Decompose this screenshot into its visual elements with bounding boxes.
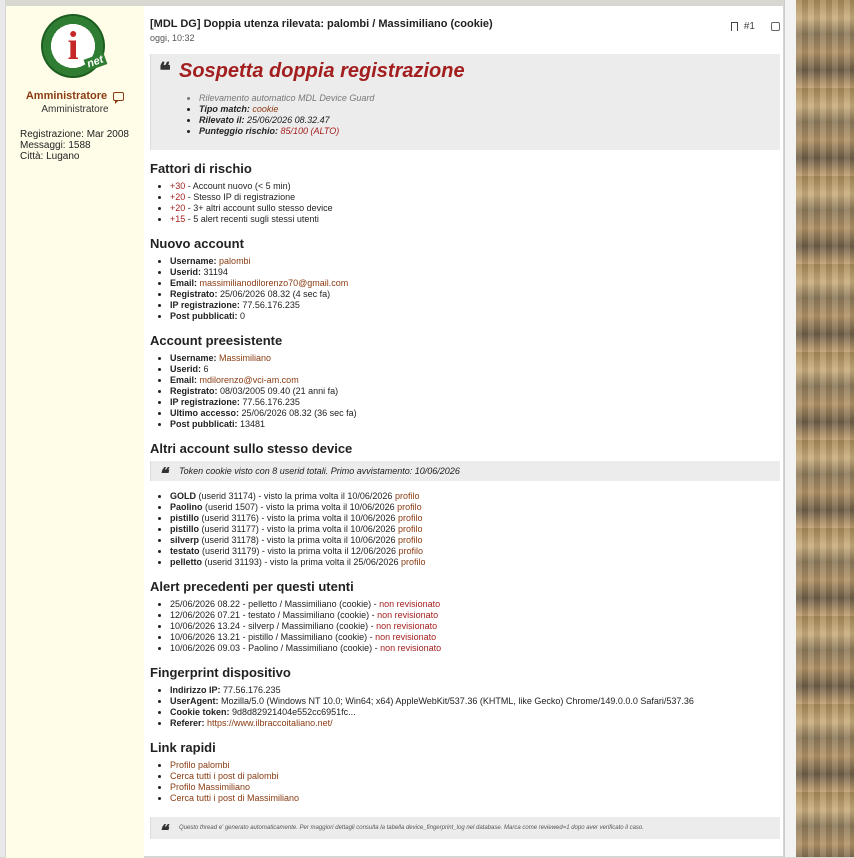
alert-item: • 12/06/2026 07.21 - testato / Massimiliano (cookie) - non revisionato [170,610,780,621]
profile-link[interactable]: profilo [398,546,423,556]
alert-item: • 25/06/2026 08.22 - pelletto / Massimiliano (cookie) - non revisionato [170,599,780,610]
author-messages: Messaggi: 1588 [20,140,91,151]
detection-quote [150,54,780,150]
fp-ip: • Indirizzo IP: 77.56.176.235 [170,685,780,696]
new-account-title: Nuovo account [150,236,244,251]
site-logo: i net [41,14,109,78]
alert-item: • 10/06/2026 13.21 - pistillo / Massimiliano (cookie) - non revisionato [170,632,780,643]
quote-icon: ❝ [159,466,168,483]
alerts-title: Alert precedenti per questi utenti [150,579,354,594]
risk-factor-item: • +20 - 3+ altri account sullo stesso device [170,203,780,214]
post-number[interactable]: #1 [743,21,755,32]
fingerprint-section [150,665,780,729]
device-title: Altri account sullo stesso device [150,441,353,456]
alert-status-link[interactable]: non revisionato [377,610,439,620]
quick-links-section [150,740,780,804]
alert-status-link[interactable]: non revisionato [380,643,442,653]
old-email-link[interactable]: mdilorenzo@vci-am.com [199,375,299,385]
author-city: Città: Lugano [20,151,80,162]
quick-link-profile-palombi[interactable]: Profilo palombi [170,760,230,770]
background-photo-strip [796,0,854,857]
new-username: • Username: palombi [170,256,780,267]
bookmark-icon[interactable] [731,22,738,31]
quote-icon: ❝ [159,58,171,83]
author-username[interactable]: Amministratore [25,90,108,102]
old-ip: • IP registrazione: 77.56.176.235 [170,397,780,408]
author-profile [6,6,144,858]
alert-item: • 10/06/2026 13.24 - silverp / Massimiliano (cookie) - non revisionato [170,621,780,632]
post-date: oggi, 10:32 [150,33,195,43]
new-username-link[interactable]: palombi [219,256,251,266]
referer-link[interactable]: https://www.ilbraccoitaliano.net/ [207,718,333,728]
device-section [150,441,780,568]
quick-link-item [170,771,780,782]
device-account-item: • GOLD (userid 31174) - visto la prima volta il 10/06/2026 profilo [170,491,780,502]
quick-link-posts-massimiliano[interactable]: Cerca tutti i post di Massimiliano [170,793,300,803]
quick-link-posts-palombi[interactable]: Cerca tutti i post di palombi [170,771,279,781]
risk-score-line: • Punteggio rischio: 85/100 (ALTO) [199,126,780,137]
device-account-item: • silverp (userid 31178) - visto la prima volta il 10/06/2026 profilo [170,535,780,546]
new-email: • Email: massimilianodilorenzo70@gmail.com [170,278,780,289]
old-account-section [150,333,780,430]
old-account-title: Account preesistente [150,333,283,348]
alerts-section [150,579,780,654]
fp-referer: • Referer: https://www.ilbraccoitaliano.net/ [170,718,780,729]
post-body [150,6,780,839]
risk-factor-item: • +15 - 5 alert recenti sugli stessi utenti [170,214,780,225]
chat-icon[interactable] [113,92,124,101]
detected-at-line: • Rilevato il: 25/06/2026 08.32.47 [199,115,780,126]
profile-link[interactable]: profilo [400,557,426,567]
new-account-section [150,236,780,322]
device-account-item: • pistillo (userid 31176) - visto la prima volta il 10/06/2026 profilo [170,513,780,524]
device-account-item: • testato (userid 31179) - visto la prima volta il 12/06/2026 profilo [170,546,780,557]
old-posts: • Post pubblicati: 13481 [170,419,780,430]
match-type-line: • Tipo match: cookie [199,104,780,115]
profile-link[interactable]: profilo [397,535,423,545]
device-account-item: • pistillo (userid 31177) - visto la prima volta il 10/06/2026 profilo [170,524,780,535]
post-select-checkbox[interactable] [771,22,780,31]
new-posts: • Post pubblicati: 0 [170,311,780,322]
device-account-item: • Paolino (userid 1507) - visto la prima volta il 10/06/2026 profilo [170,502,780,513]
old-username-link[interactable]: Massimiliano [219,353,272,363]
new-ip: • IP registrazione: 77.56.176.235 [170,300,780,311]
device-account-item: • pelletto (userid 31193) - visto la prima volta il 25/06/2026 profilo [170,557,780,568]
profile-link[interactable]: profilo [397,513,423,523]
device-note-quote: ❝ Token cookie visto con 8 userid totali. Primo avvistamento: 10/06/2026 [150,461,780,481]
alert-status-link[interactable]: non revisionato [379,599,441,609]
footer-note: Questo thread e' generato automaticamente. Per maggiori dettagli consulta la tabella device_fingerprint_log nel database. Marca come reviewed=1 dopo aver verificato il caso. [179,825,644,831]
author-rank: Amministratore [41,104,109,115]
quote-icon: ❝ [159,823,168,840]
risk-factors-section [150,161,780,225]
profile-link[interactable]: profilo [397,502,422,512]
author-name-row [6,90,144,102]
auto-detection-line: • Rilevamento automatico MDL Device Guard [199,93,780,104]
old-userid: • Userid: 6 [170,364,780,375]
profile-link[interactable]: profilo [394,491,420,501]
author-stats [20,129,144,162]
fp-cookie-token: • Cookie token: 9d8d82921404e552cc6951fc... [170,707,780,718]
fingerprint-title: Fingerprint dispositivo [150,665,291,680]
alert-status-link[interactable]: non revisionato [375,632,437,642]
quick-link-item [170,760,780,771]
old-email: • Email: mdilorenzo@vci-am.com [170,375,780,386]
new-userid: • Userid: 31194 [170,267,780,278]
alert-item: • 10/06/2026 09.03 - Paolino / Massimiliano (cookie) - non revisionato [170,643,780,654]
quick-link-item [170,782,780,793]
fp-useragent: • UserAgent: Mozilla/5.0 (Windows NT 10.0; Win64; x64) AppleWebKit/537.36 (KHTML, like Gecko) Chrome/149.0.0.0 Safari/537.36 [170,696,780,707]
quick-link-item [170,793,780,804]
post-container [5,5,784,857]
new-registered: • Registrato: 25/06/2026 08.32 (4 sec fa) [170,289,780,300]
old-username: • Username: Massimiliano [170,353,780,364]
new-email-link[interactable]: massimilianodilorenzo70@gmail.com [199,278,349,288]
risk-factor-item: • +30 - Account nuovo (< 5 min) [170,181,780,192]
profile-link[interactable]: profilo [397,524,423,534]
post-header [150,6,780,46]
author-registration: Registrazione: Mar 2008 [20,129,129,140]
old-last-access: • Ultimo accesso: 25/06/2026 08.32 (36 sec fa) [170,408,780,419]
quick-link-profile-massimiliano[interactable]: Profilo Massimiliano [170,782,251,792]
quick-links-title: Link rapidi [150,740,216,755]
footer-note-quote [150,817,780,839]
risk-factors-title: Fattori di rischio [150,161,252,176]
risk-factor-item: • +20 - Stesso IP di registrazione [170,192,780,203]
alert-status-link[interactable]: non revisionato [376,621,438,631]
post-tools [731,21,780,32]
old-registered: • Registrato: 08/03/2005 09.40 (21 anni fa) [170,386,780,397]
post-title: [MDL DG] Doppia utenza rilevata: palombi / Massimiliano (cookie) [150,18,493,30]
quote-heading: Sospetta doppia registrazione [179,60,465,82]
